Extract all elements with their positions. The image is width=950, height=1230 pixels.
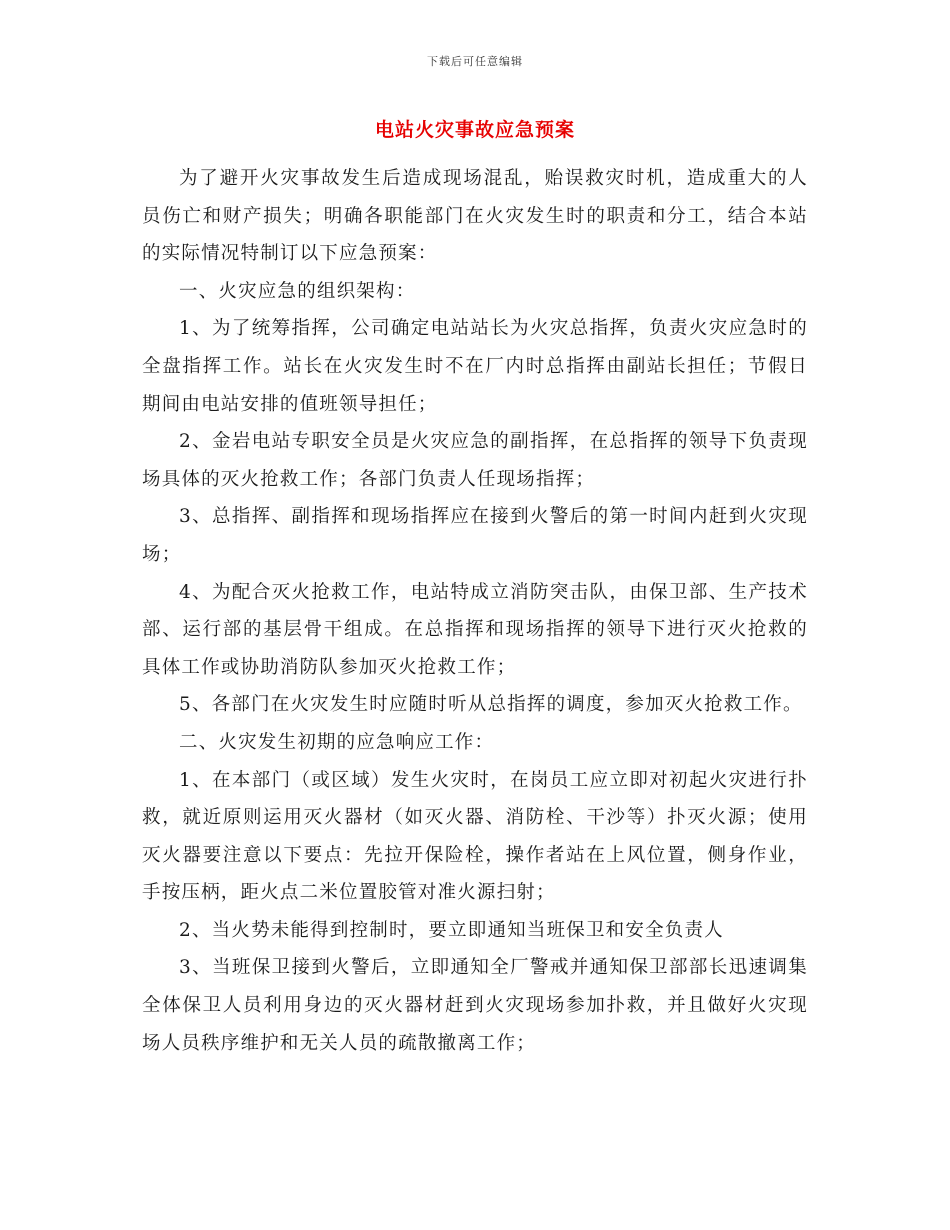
paragraph-1-4: 4、为配合灭火抢救工作，电站特成立消防突击队，由保卫部、生产技术部、运行部的基层骨干组成。在总指挥和现场指挥的领导下进行灭火抢救的具体工作或协助消防队参加灭火抢救工作； [142, 581, 808, 678]
paragraph-intro: 为了避开火灾事故发生后造成现场混乱，贻误救灾时机，造成重大的人员伤亡和财产损失；明确各职能部门在火灾发生时的职责和分工，结合本站的实际情况特制订以下应急预案： [142, 168, 808, 265]
paragraph-2-2: 2、当火势未能得到控制时，要立即通知当班保卫和安全负责人 [179, 919, 724, 941]
document-title: 电站火灾事故应急预案 [374, 119, 575, 141]
section-heading-1: 一、火灾应急的组织架构： [179, 280, 416, 302]
paragraph-2-1: 1、在本部门（或区域）发生火灾时，在岗员工应立即对初起火灾进行扑救，就近原则运用灭火器材（如灭火器、消防栓、干沙等）扑灭火源；使用灭火器要注意以下要点：先拉开保险栓，操作者站在上风位置，侧身作业，手按压柄，距火点二米位置胶管对准火源扫射； [142, 769, 808, 904]
paragraph-1-3: 3、总指挥、副指挥和现场指挥应在接到火警后的第一时间内赶到火灾现场； [142, 506, 808, 565]
paragraph-2-3: 3、当班保卫接到火警后，立即通知全厂警戒并通知保卫部部长迅速调集全体保卫人员利用身边的灭火器材赶到火灾现场参加扑救，并且做好火灾现场人员秩序维护和无关人员的疏散撤离工作； [142, 957, 808, 1054]
paragraph-1-1: 1、为了统筹指挥，公司确定电站站长为火灾总指挥，负责火灾应急时的全盘指挥工作。站长在火灾发生时不在厂内时总指挥由副站长担任；节假日期间由电站安排的值班领导担任； [142, 318, 808, 415]
document-body [142, 160, 808, 1062]
paragraph-1-2: 2、金岩电站专职安全员是火灾应急的副指挥，在总指挥的领导下负责现场具体的灭火抢救工作；各部门负责人任现场指挥； [142, 431, 808, 490]
section-heading-2: 二、火灾发生初期的应急响应工作： [179, 731, 495, 753]
paragraph-1-5: 5、各部门在火灾发生时应随时听从总指挥的调度，参加灭火抢救工作。 [179, 694, 803, 716]
header-note: 下载后可任意编辑 [427, 55, 523, 68]
